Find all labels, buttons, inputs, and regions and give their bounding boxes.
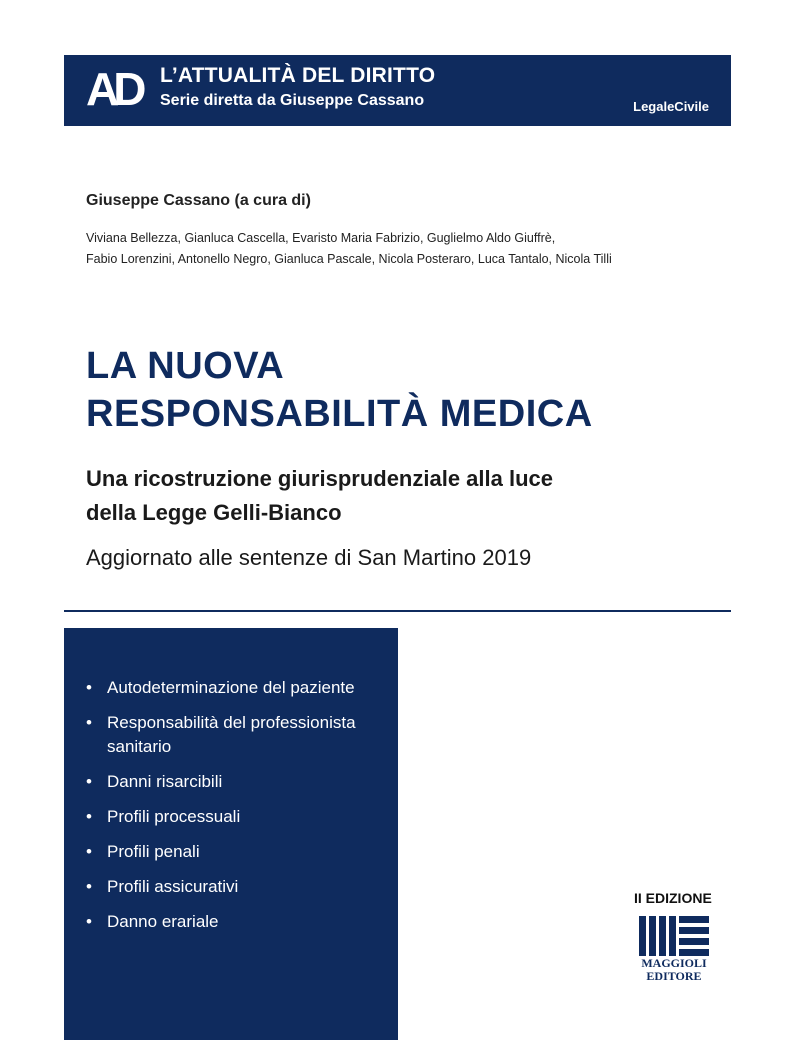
publisher-name-line: EDITORE — [646, 969, 702, 983]
publisher-name-line: MAGGIOLI — [641, 956, 707, 970]
editor-credit: Giuseppe Cassano (a cura di) — [86, 192, 311, 209]
series-title: L’ATTUALITÀ DEL DIRITTO — [160, 64, 436, 87]
topic-item — [86, 875, 386, 899]
topic-label: Profili assicurativi — [107, 877, 239, 896]
publisher-logo — [637, 916, 709, 986]
publisher-mark-icon — [639, 916, 709, 956]
topic-label: Autodeterminazione del paziente — [107, 678, 355, 697]
topic-label: Responsabilità del professionista sanitario — [107, 713, 356, 756]
book-title-line: RESPONSABILITÀ MEDICA — [86, 393, 593, 435]
topics-panel — [64, 628, 398, 1040]
topic-label: Profili penali — [107, 842, 200, 861]
bullet-icon: • — [86, 772, 92, 791]
bullet-icon: • — [86, 807, 92, 826]
book-title — [86, 342, 736, 438]
authors-line: Fabio Lorenzini, Antonello Negro, Gianluca Pascale, Nicola Posteraro, Luca Tantalo, Nicola Tilli — [86, 252, 612, 266]
topic-item — [86, 910, 386, 934]
book-subtitle-line: Una ricostruzione giurisprudenziale alla luce — [86, 466, 554, 491]
book-title-line: LA NUOVA — [86, 345, 285, 387]
series-logo: AD — [86, 63, 141, 115]
bullet-icon: • — [86, 877, 92, 896]
topic-label: Profili processuali — [107, 807, 241, 826]
book-subtitle — [86, 462, 726, 530]
bullet-icon: • — [86, 842, 92, 861]
topic-item — [86, 770, 386, 794]
divider — [64, 610, 731, 612]
bullet-icon: • — [86, 713, 92, 732]
topics-list — [86, 676, 386, 945]
update-note: Aggiornato alle sentenze di San Martino 2019 — [86, 545, 532, 570]
bullet-icon: • — [86, 912, 92, 931]
topic-item — [86, 711, 386, 759]
topic-label: Danno erariale — [107, 912, 219, 931]
authors-list — [86, 228, 726, 270]
bullet-icon: • — [86, 678, 92, 697]
topic-label: Danni risarcibili — [107, 772, 223, 791]
book-subtitle-line: della Legge Gelli-Bianco — [86, 500, 342, 525]
publisher-name — [637, 957, 711, 983]
series-header — [64, 55, 731, 126]
edition-label: II EDIZIONE — [634, 890, 712, 906]
series-brand: LegaleCivile — [633, 99, 709, 114]
topic-item — [86, 805, 386, 829]
topic-item — [86, 840, 386, 864]
topic-item — [86, 676, 386, 700]
authors-line: Viviana Bellezza, Gianluca Cascella, Evaristo Maria Fabrizio, Guglielmo Aldo Giuffrè, — [86, 231, 556, 245]
series-subtitle: Serie diretta da Giuseppe Cassano — [160, 92, 425, 109]
